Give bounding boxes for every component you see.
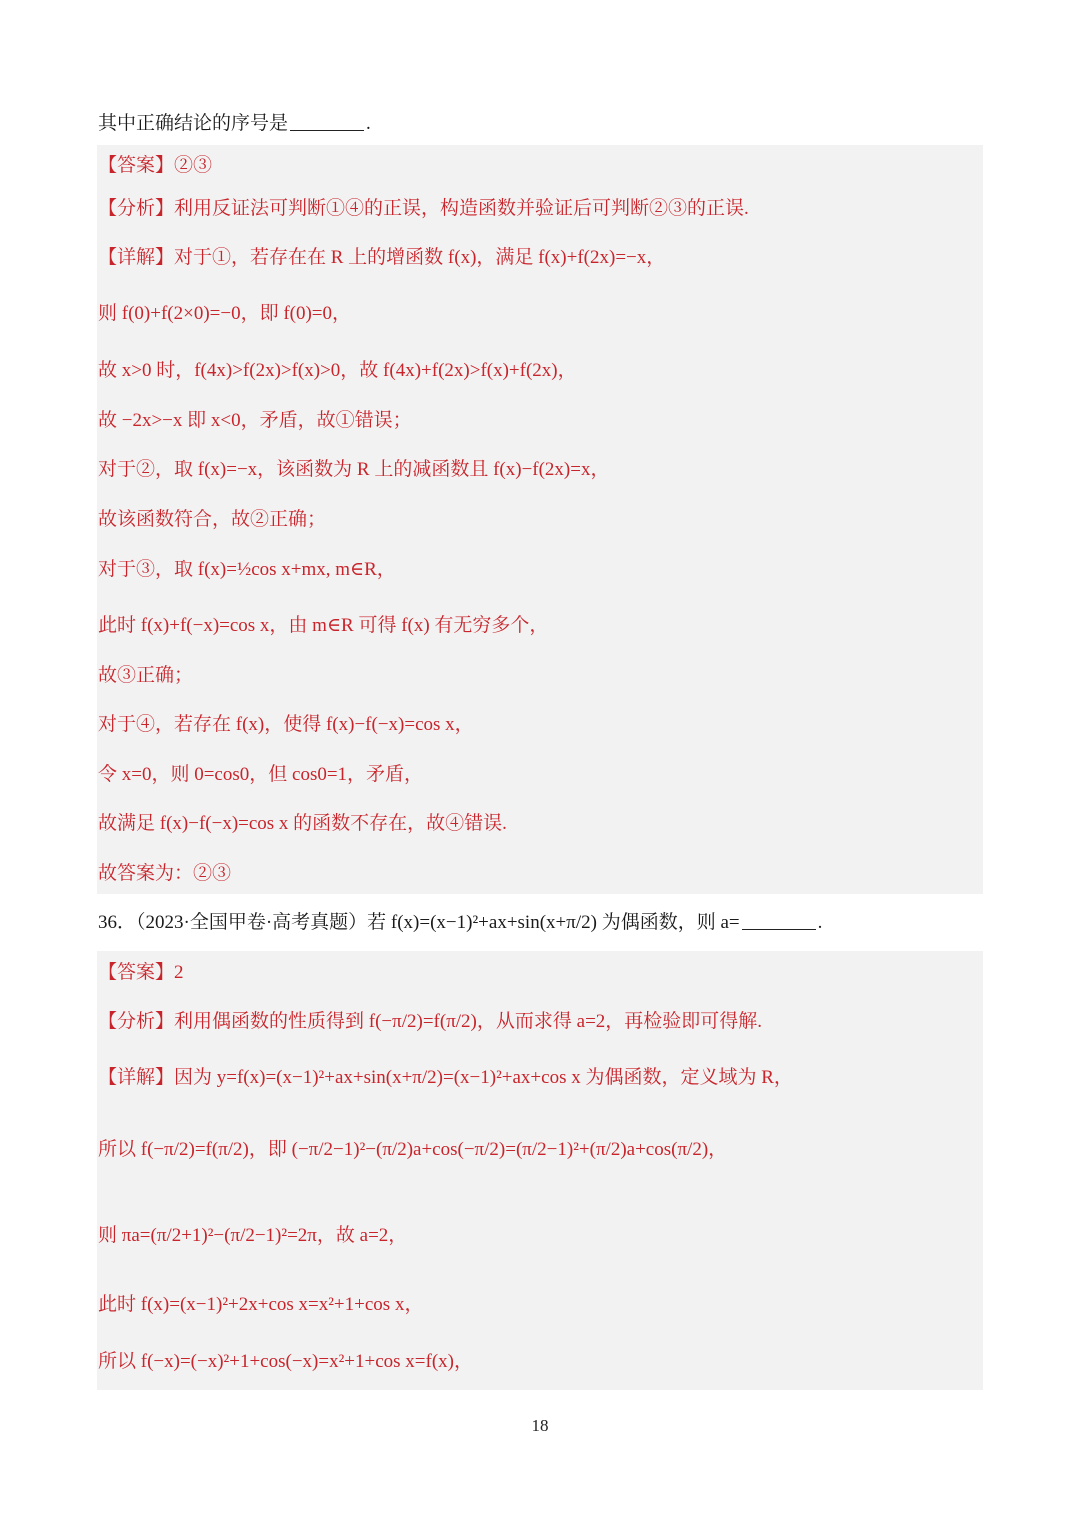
q36-answer: 【答案】2 bbox=[98, 962, 184, 983]
q35-answer: 【答案】②③ bbox=[98, 155, 213, 176]
q35-solution-line: 故③正确； bbox=[98, 665, 194, 686]
q35-solution-line: 对于②，取 f(x)=−x，该函数为 R 上的减函数且 f(x)−f(2x)=x， bbox=[98, 459, 610, 480]
q36-solution-line: 所以 f(−π/2)=f(π/2)，即 (−π/2−1)²−(π/2)a+cos(−π/2)=(π/2−1)²+(π/2)a+cos(π/2)， bbox=[98, 1139, 728, 1160]
q35-tail-text: 其中正确结论的序号是 bbox=[98, 113, 289, 134]
q35-final-answer: 故答案为：②③ bbox=[98, 863, 232, 884]
q35-solution-line: 故该函数符合，故②正确； bbox=[98, 509, 327, 530]
q36-question bbox=[98, 909, 822, 937]
q35-solution-line: 则 f(0)+f(2×0)=−0，即 f(0)=0， bbox=[98, 303, 352, 324]
q35-tail-period: . bbox=[366, 113, 371, 134]
q35-analysis: 【分析】利用反证法可判断①④的正误，构造函数并验证后可判断②③的正误. bbox=[98, 198, 749, 219]
q35-solution-line: 对于④，若存在 f(x)，使得 f(x)−f(−x)=cos x， bbox=[98, 714, 474, 735]
q36-solution-line: 此时 f(x)=(x−1)²+2x+cos x=x²+1+cos x， bbox=[98, 1294, 424, 1315]
q35-solution-line: 【详解】对于①，若存在在 R 上的增函数 f(x)，满足 f(x)+f(2x)=−x， bbox=[98, 247, 666, 268]
q35-solution-line: 故 x>0 时，f(4x)>f(2x)>f(x)>0，故 f(4x)+f(2x)>f(x)+f(2x)， bbox=[98, 360, 577, 381]
q35-solution-line: 对于③，取 f(x)=½cos x+mx, m∈R， bbox=[98, 559, 396, 580]
q35-solution-line: 故 −2x>−x 即 x<0，矛盾，故①错误； bbox=[98, 410, 412, 431]
q35-solution-line: 此时 f(x)+f(−x)=cos x，由 m∈R 可得 f(x) 有无穷多个， bbox=[98, 615, 549, 636]
q36-question-period: . bbox=[817, 912, 823, 933]
q36-analysis: 【分析】利用偶函数的性质得到 f(−π/2)=f(π/2)，从而求得 a=2，再检验即可得解. bbox=[98, 1011, 763, 1032]
page-number: 18 bbox=[531, 1416, 549, 1435]
q35-solution-line: 故满足 f(x)−f(−x)=cos x 的函数不存在，故④错误. bbox=[98, 813, 507, 834]
answer-blank bbox=[742, 910, 816, 930]
q35-solution-line: 令 x=0，则 0=cos0，但 cos0=1，矛盾， bbox=[98, 764, 424, 785]
q36-solution-line: 所以 f(−x)=(−x)²+1+cos(−x)=x²+1+cos x=f(x)， bbox=[98, 1351, 473, 1372]
q35-tail-line bbox=[98, 110, 371, 138]
q36-solution-line: 【详解】因为 y=f(x)=(x−1)²+ax+sin(x+π/2)=(x−1)²+ax+cos x 为偶函数，定义域为 R， bbox=[98, 1067, 793, 1088]
q36-solution-line: 则 πa=(π/2+1)²−(π/2−1)²=2π，故 a=2， bbox=[98, 1225, 408, 1246]
q36-question-text: 36．（2023·全国甲卷·高考真题）若 f(x)=(x−1)²+ax+sin(x+π/2) 为偶函数，则 a= bbox=[98, 912, 740, 933]
answer-blank bbox=[290, 111, 364, 131]
